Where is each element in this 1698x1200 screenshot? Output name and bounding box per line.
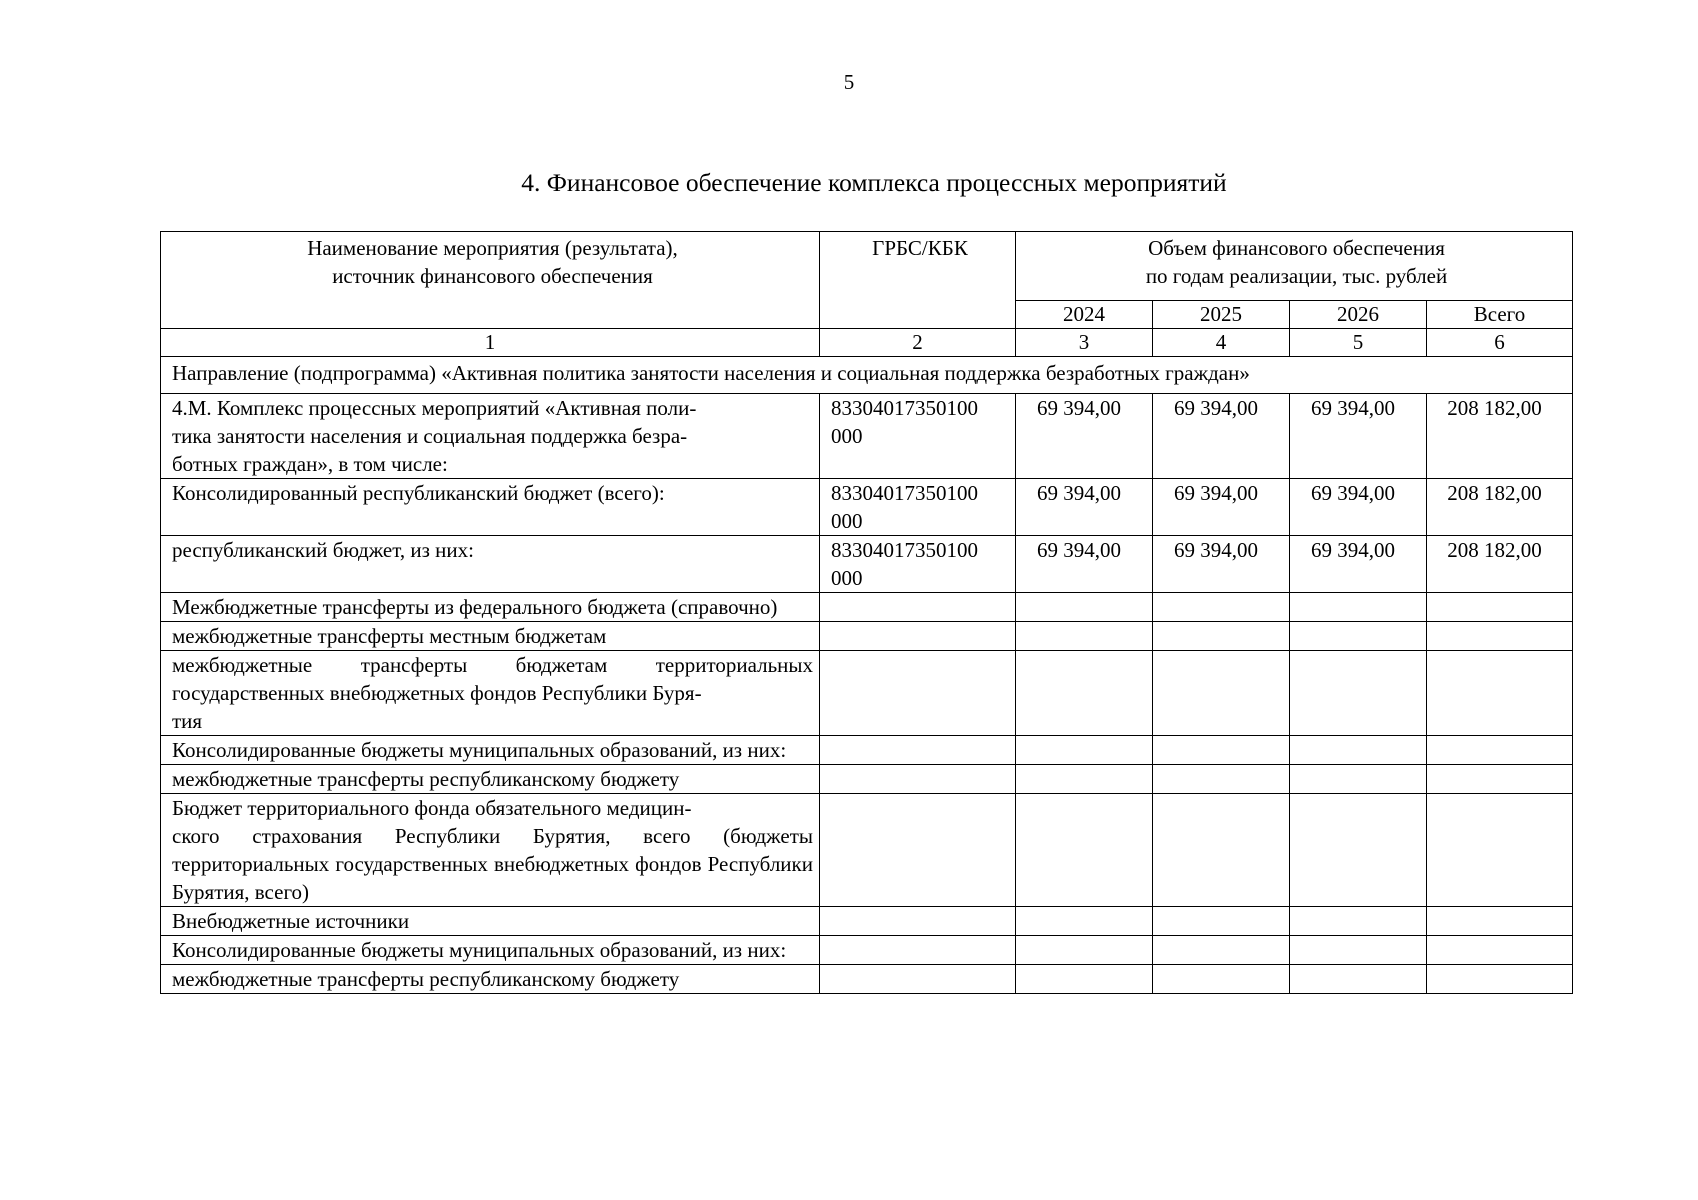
direction-cell: Направление (подпрограмма) «Активная политика занятости населения и социальная поддержка безработных граждан» bbox=[161, 357, 1573, 394]
table-row bbox=[161, 651, 1573, 736]
table-row bbox=[161, 907, 1573, 936]
row-name-cell: 4.М. Комплекс процессных мероприятий «Активная поли- тика занятости населения и социальная поддержка безра- ботных граждан», в том числе: bbox=[161, 394, 820, 479]
row-code-cell bbox=[820, 622, 1016, 651]
row-value-2024 bbox=[1016, 736, 1153, 765]
column-number: 1 bbox=[161, 329, 820, 357]
row-code-cell bbox=[820, 936, 1016, 965]
row-name-cell: Межбюджетные трансферты из федерального бюджета (справочно) bbox=[161, 593, 820, 622]
row-code-cell bbox=[820, 965, 1016, 994]
row-value-2026 bbox=[1290, 907, 1427, 936]
header-year-2025: 2025 bbox=[1153, 301, 1290, 329]
column-number: 5 bbox=[1290, 329, 1427, 357]
row-value-2024: 69 394,00 bbox=[1016, 536, 1153, 593]
row-value-2026 bbox=[1290, 593, 1427, 622]
row-name-cell: Консолидированные бюджеты муниципальных образований, из них: bbox=[161, 936, 820, 965]
table-row bbox=[161, 794, 1573, 907]
row-value-2025 bbox=[1153, 936, 1290, 965]
row-code-cell bbox=[820, 736, 1016, 765]
row-name-cell: Бюджет территориального фонда обязательного медицин- ского страхования Республики Бурятия, всего (бюджеты территориальных государственных внебюджетных фондов Республики Бурятия, всего) bbox=[161, 794, 820, 907]
row-value-2024 bbox=[1016, 965, 1153, 994]
row-value-2026: 69 394,00 bbox=[1290, 536, 1427, 593]
row-value-total bbox=[1427, 593, 1573, 622]
row-name-cell: межбюджетные трансферты местным бюджетам bbox=[161, 622, 820, 651]
column-number: 6 bbox=[1427, 329, 1573, 357]
header-year-2026: 2026 bbox=[1290, 301, 1427, 329]
row-value-total bbox=[1427, 965, 1573, 994]
row-value-2025 bbox=[1153, 794, 1290, 907]
row-value-total bbox=[1427, 794, 1573, 907]
row-code-cell bbox=[820, 794, 1016, 907]
row-value-2025 bbox=[1153, 593, 1290, 622]
row-value-2025 bbox=[1153, 765, 1290, 794]
row-value-2024 bbox=[1016, 651, 1153, 736]
header-year-2024: 2024 bbox=[1016, 301, 1153, 329]
row-value-2026 bbox=[1290, 936, 1427, 965]
table-row bbox=[161, 622, 1573, 651]
row-name-cell: Консолидированный республиканский бюджет (всего): bbox=[161, 479, 820, 536]
section-title: 4. Финансовое обеспечение комплекса процессных мероприятий bbox=[521, 168, 1227, 197]
row-value-2024: 69 394,00 bbox=[1016, 394, 1153, 479]
row-value-2026 bbox=[1290, 794, 1427, 907]
column-number: 3 bbox=[1016, 329, 1153, 357]
header-name-cell: Наименование мероприятия (результата), источник финансового обеспечения bbox=[161, 232, 820, 329]
table-row bbox=[161, 593, 1573, 622]
row-value-total bbox=[1427, 907, 1573, 936]
row-value-2026 bbox=[1290, 965, 1427, 994]
column-numbers-row bbox=[161, 329, 1573, 357]
row-code-cell bbox=[820, 765, 1016, 794]
table-row bbox=[161, 736, 1573, 765]
page-number: 5 bbox=[843, 70, 855, 94]
row-value-total bbox=[1427, 651, 1573, 736]
row-value-2026: 69 394,00 bbox=[1290, 479, 1427, 536]
header-year-total: Всего bbox=[1427, 301, 1573, 329]
table-row bbox=[161, 765, 1573, 794]
row-value-2024 bbox=[1016, 907, 1153, 936]
row-value-total bbox=[1427, 736, 1573, 765]
row-name-cell: межбюджетные трансферты республиканскому бюджету bbox=[161, 965, 820, 994]
row-code-cell: 83304017350100 000 bbox=[820, 479, 1016, 536]
row-value-total: 208 182,00 bbox=[1427, 479, 1573, 536]
row-value-2026 bbox=[1290, 736, 1427, 765]
row-value-2026 bbox=[1290, 765, 1427, 794]
table-row bbox=[161, 479, 1573, 536]
row-value-2024 bbox=[1016, 794, 1153, 907]
table-row bbox=[161, 965, 1573, 994]
row-value-total: 208 182,00 bbox=[1427, 394, 1573, 479]
row-value-2024 bbox=[1016, 593, 1153, 622]
row-value-2025 bbox=[1153, 736, 1290, 765]
row-value-total bbox=[1427, 622, 1573, 651]
header-row bbox=[161, 232, 1573, 301]
row-value-2025 bbox=[1153, 622, 1290, 651]
row-value-2026 bbox=[1290, 651, 1427, 736]
column-number: 2 bbox=[820, 329, 1016, 357]
row-value-2025: 69 394,00 bbox=[1153, 394, 1290, 479]
row-name-cell: Консолидированные бюджеты муниципальных образований, из них: bbox=[161, 736, 820, 765]
row-value-2025 bbox=[1153, 965, 1290, 994]
row-value-2024 bbox=[1016, 765, 1153, 794]
direction-row bbox=[161, 357, 1573, 394]
row-code-cell: 83304017350100 000 bbox=[820, 536, 1016, 593]
header-volume-cell: Объем финансового обеспечения по годам реализации, тыс. рублей bbox=[1016, 232, 1573, 301]
row-code-cell bbox=[820, 593, 1016, 622]
row-value-2026: 69 394,00 bbox=[1290, 394, 1427, 479]
row-value-total bbox=[1427, 765, 1573, 794]
row-name-cell: республиканский бюджет, из них: bbox=[161, 536, 820, 593]
row-value-total: 208 182,00 bbox=[1427, 536, 1573, 593]
row-value-2025: 69 394,00 bbox=[1153, 479, 1290, 536]
row-value-2025 bbox=[1153, 651, 1290, 736]
table-row bbox=[161, 536, 1573, 593]
row-value-2025 bbox=[1153, 907, 1290, 936]
financing-table bbox=[160, 231, 1573, 994]
row-name-cell: Внебюджетные источники bbox=[161, 907, 820, 936]
row-code-cell bbox=[820, 651, 1016, 736]
table-row bbox=[161, 936, 1573, 965]
row-value-2026 bbox=[1290, 622, 1427, 651]
row-name-cell: межбюджетные трансферты бюджетам территориальных государственных внебюджетных фондов Республики Буря- тия bbox=[161, 651, 820, 736]
row-value-2024 bbox=[1016, 622, 1153, 651]
table-row bbox=[161, 394, 1573, 479]
header-code-cell: ГРБС/КБК bbox=[820, 232, 1016, 329]
column-number: 4 bbox=[1153, 329, 1290, 357]
row-value-total bbox=[1427, 936, 1573, 965]
row-name-cell: межбюджетные трансферты республиканскому бюджету bbox=[161, 765, 820, 794]
row-code-cell bbox=[820, 907, 1016, 936]
row-code-cell: 83304017350100 000 bbox=[820, 394, 1016, 479]
row-value-2024: 69 394,00 bbox=[1016, 479, 1153, 536]
row-value-2025: 69 394,00 bbox=[1153, 536, 1290, 593]
row-value-2024 bbox=[1016, 936, 1153, 965]
